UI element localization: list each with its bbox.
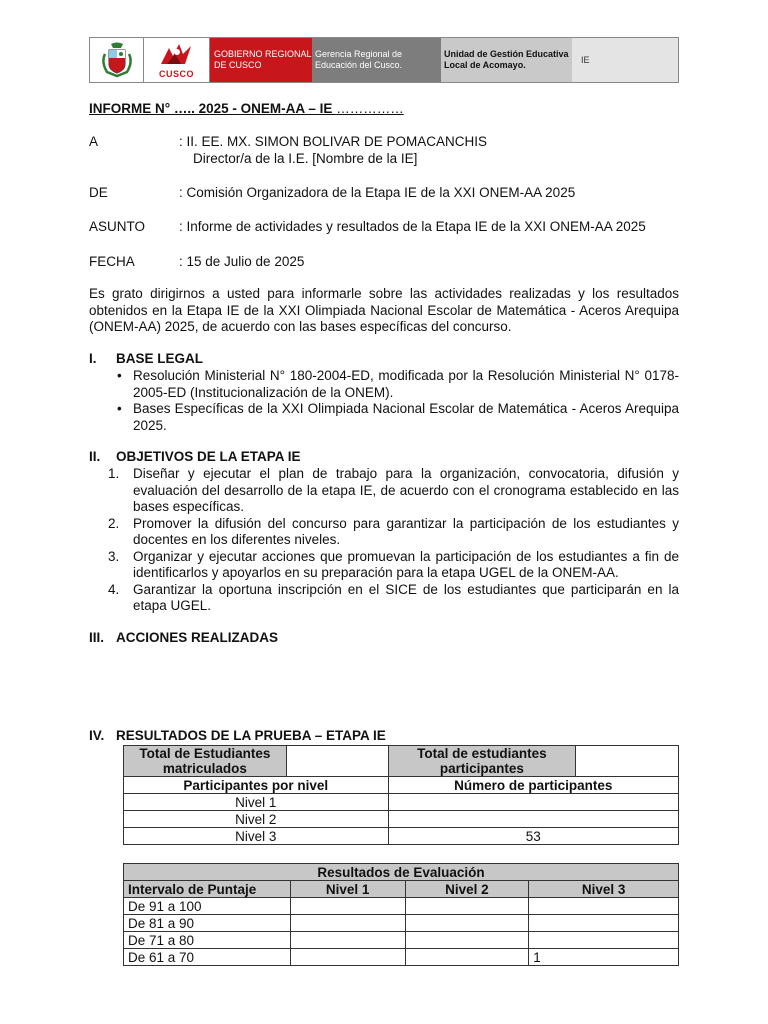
list-number: 3. [108, 548, 120, 564]
interval-cell: De 91 a 100 [124, 898, 291, 915]
list-item [89, 516, 679, 549]
bullet-marker: • [117, 401, 122, 416]
table-cell [529, 932, 679, 949]
table-header-row [124, 881, 679, 898]
list-number: 1. [108, 466, 120, 481]
table-row [124, 915, 679, 932]
nivel-cell: Nivel 1 [124, 794, 389, 811]
table-cell [405, 898, 529, 915]
table-cell: 1 [529, 949, 679, 966]
base-legal-list [89, 368, 679, 434]
table-row [124, 932, 679, 949]
table-cell [290, 949, 405, 966]
table-cell [405, 915, 529, 932]
list-item [89, 549, 679, 582]
section-resultados-heading [89, 728, 386, 743]
table-row [124, 949, 679, 966]
table-row [124, 777, 679, 794]
numero-cell: 53 [388, 828, 678, 845]
objetivos-list [89, 466, 679, 615]
report-title [89, 101, 404, 116]
field-fecha-value: : 15 de Julio de 2025 [179, 254, 305, 269]
list-item-text: Bases Específicas de la XXI Olimpiada Nacional Escolar de Matemática - Aceros Arequipa 2025. [133, 401, 679, 433]
letterhead [89, 37, 679, 83]
section-title: RESULTADOS DE LA PRUEBA – ETAPA IE [116, 728, 386, 743]
ugel-cell [441, 38, 572, 82]
report-title-dots: …………… [336, 101, 404, 116]
section-number: I. [89, 351, 97, 366]
field-fecha-label: FECHA [89, 254, 135, 269]
cusco-region-logo [144, 38, 210, 82]
section-number: III. [89, 630, 105, 645]
coat-of-arms-icon [97, 40, 137, 80]
total-matriculados-value [286, 746, 388, 777]
list-item [89, 582, 679, 615]
section-number: II. [89, 449, 101, 464]
table-cell [290, 898, 405, 915]
bullet-marker: • [117, 368, 122, 383]
field-a-value: : II. EE. MX. SIMON BOLIVAR DE POMACANCHIS [179, 134, 488, 149]
section-objetivos-heading [89, 449, 301, 464]
table-cell [529, 915, 679, 932]
list-item-text: Organizar y ejecutar acciones que promuevan la participación de los estudiantes a fin de identificarlos y apoyarlos en su preparación para la etapa UGEL de la ONEM-AA. [133, 548, 679, 580]
field-a-label: A [89, 134, 99, 149]
total-matriculados-header: Total de Estudiantes matriculados [124, 746, 287, 777]
column-header: Nivel 3 [529, 881, 679, 898]
cusco-logo-text: CUSCO [158, 68, 194, 79]
numero-participantes-header: Número de participantes [388, 777, 678, 794]
table-row [124, 828, 679, 845]
section-acciones-heading [89, 630, 278, 645]
section-title: BASE LEGAL [116, 351, 204, 366]
field-de-value: : Comisión Organizadora de la Etapa IE de la XXI ONEM-AA 2025 [179, 185, 576, 200]
field-asunto-label: ASUNTO [89, 219, 146, 234]
list-item-text: Diseñar y ejecutar el plan de trabajo para la organización, convocatoria, difusión y evaluación del desarrollo de la etapa IE, de acuerdo con el cronograma establecido en las bases específicas. [133, 466, 679, 514]
table-cell [290, 915, 405, 932]
table-row [124, 746, 679, 777]
list-number: 2. [108, 515, 120, 531]
evaluation-results-table [123, 863, 679, 966]
total-participantes-header: Total de estudiantes participantes [388, 746, 576, 777]
participants-table [123, 745, 679, 845]
cusco-emblem-icon [155, 42, 199, 70]
ugel-text: Unidad de Gestión Educativa Local de Acomayo. [444, 49, 569, 70]
numero-cell [388, 811, 678, 828]
evaluation-results-title: Resultados de Evaluación [124, 864, 679, 881]
table-cell [405, 949, 529, 966]
section-title: ACCIONES REALIZADAS [116, 630, 279, 645]
section-number: IV. [89, 728, 105, 743]
list-item [89, 368, 679, 401]
interval-cell: De 81 a 90 [124, 915, 291, 932]
gobierno-regional-text: GOBIERNO REGIONAL DE CUSCO [214, 49, 312, 70]
gobierno-regional-cell [210, 38, 312, 82]
table-cell [405, 932, 529, 949]
gerencia-regional-text: Gerencia Regional de Educación del Cusco. [315, 49, 403, 70]
section-title: OBJETIVOS DE LA ETAPA IE [116, 449, 301, 464]
nivel-cell: Nivel 3 [124, 828, 389, 845]
nivel-cell: Nivel 2 [124, 811, 389, 828]
peru-coat-of-arms-logo [90, 38, 144, 82]
list-item [89, 401, 679, 434]
participantes-por-nivel-header: Participantes por nivel [124, 777, 389, 794]
report-title-main: INFORME N° ….. 2025 - ONEM-AA – IE [89, 101, 337, 116]
table-cell [529, 898, 679, 915]
table-row [124, 794, 679, 811]
list-item-text: Promover la difusión del concurso para garantizar la participación de los estudiantes y docentes en los diferentes niveles. [133, 515, 679, 547]
table-row [124, 864, 679, 881]
ie-text: IE [581, 55, 590, 65]
column-header: Nivel 1 [290, 881, 405, 898]
intro-paragraph: Es grato dirigirnos a usted para informarle sobre las actividades realizadas y los resultados obtenidos en la Etapa IE de la XXI Olimpiada Nacional Escolar de Matemática - Aceros Arequipa (ONEM-AA) 2025, de acuerdo con las bases específicas del concurso. [89, 286, 679, 334]
field-a-value-2: Director/a de la I.E. [Nombre de la IE] [193, 151, 418, 166]
interval-cell: De 61 a 70 [124, 949, 291, 966]
interval-cell: De 71 a 80 [124, 932, 291, 949]
field-de-label: DE [89, 185, 108, 200]
list-number: 4. [108, 581, 120, 597]
table-row [124, 898, 679, 915]
section-base-legal-heading [89, 351, 203, 366]
table-cell [290, 932, 405, 949]
list-item-text: Resolución Ministerial N° 180-2004-ED, modificada por la Resolución Ministerial N° 0178-2005-ED (Institucionalización de la ONEM). [133, 368, 679, 400]
gerencia-regional-cell [312, 38, 441, 82]
numero-cell [388, 794, 678, 811]
list-item-text: Garantizar la oportuna inscripción en el SICE de los estudiantes que participarán en la etapa UGEL. [133, 581, 679, 613]
ie-cell [572, 38, 678, 82]
column-header: Nivel 2 [405, 881, 529, 898]
list-item [89, 466, 679, 516]
column-header: Intervalo de Puntaje [124, 881, 291, 898]
table-row [124, 811, 679, 828]
total-participantes-value [576, 746, 679, 777]
field-asunto-value: : Informe de actividades y resultados de la Etapa IE de la XXI ONEM-AA 2025 [179, 219, 646, 234]
